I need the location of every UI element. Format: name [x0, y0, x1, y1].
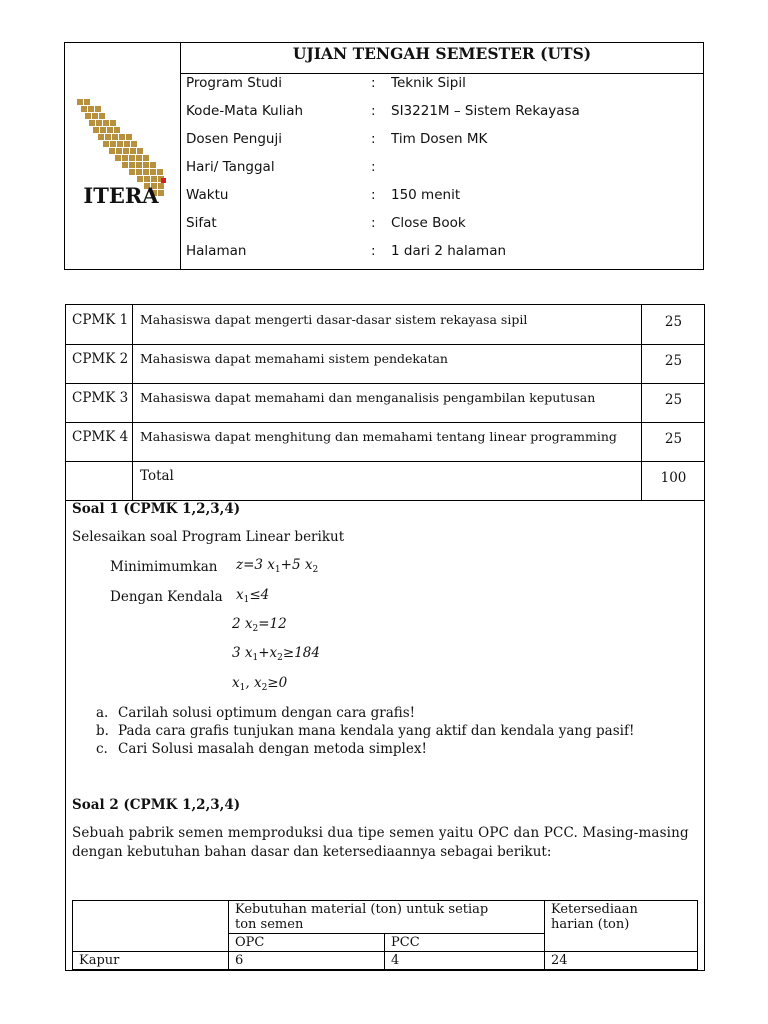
constraint-label: Dengan Kendala [110, 589, 223, 605]
cell-pcc: 4 [385, 952, 545, 970]
constraint-2: 2 $x_2=12$ [232, 616, 287, 634]
field-separator: : [371, 243, 376, 259]
main-content-box [65, 304, 705, 971]
cpmk-score: 100 [641, 461, 705, 500]
field-label: Program Studi [186, 75, 282, 91]
header-field-row [186, 215, 686, 239]
field-value: 1 dari 2 halaman [391, 243, 507, 259]
logo-text: ITERA [83, 183, 159, 208]
constraint-4: $x_1$, $x_2\ge 0$ [232, 675, 288, 693]
header-pcc: PCC [385, 934, 545, 952]
cpmk-code: CPMK 1 [66, 305, 133, 344]
field-label: Kode-Mata Kuliah [186, 103, 304, 119]
cpmk-row [66, 461, 704, 501]
cpmk-code: CPMK 3 [66, 383, 133, 422]
header-availability [545, 901, 698, 952]
field-separator: : [371, 187, 376, 203]
soal1-item-text: Cari Solusi masalah dengan metoda simplex! [118, 741, 427, 757]
cpmk-desc: Mahasiswa dapat mengerti dasar-dasar sistem rekayasa sipil [140, 312, 528, 327]
header-field-row [186, 131, 686, 155]
soal2-title: Soal 2 (CPMK 1,2,3,4) [72, 797, 241, 813]
cell-avail: 24 [545, 952, 698, 970]
cpmk-row [66, 344, 704, 384]
cpmk-score: 25 [641, 305, 705, 344]
itera-logo-icon [65, 43, 180, 269]
header-avail-line2: harian (ton) [551, 917, 630, 932]
table-row [73, 952, 698, 970]
field-separator: : [371, 159, 376, 175]
soal2-text-line1: Sebuah pabrik semen memproduksi dua tipe semen yaitu OPC dan PCC. Masing-masing [72, 825, 689, 841]
cell-opc: 6 [229, 952, 385, 970]
field-separator: : [371, 103, 376, 119]
field-separator: : [371, 215, 376, 231]
field-separator: : [371, 75, 376, 91]
soal1-item-text: Pada cara grafis tunjukan mana kendala yang aktif dan kendala yang pasif! [118, 723, 635, 739]
constraint-1: $x_1\le 4$ [236, 587, 270, 605]
header-avail-line1: Ketersediaan [551, 902, 638, 917]
field-label: Waktu [186, 187, 229, 203]
header-need [229, 901, 545, 934]
cpmk-code [66, 461, 133, 500]
header-field-row [186, 187, 686, 211]
logo-cell [65, 43, 181, 269]
header-field-row [186, 159, 686, 183]
objective-equation: z=3 $x_1+5$ $x_2$ [236, 557, 319, 575]
field-label: Dosen Penguji [186, 131, 282, 147]
header-need-line1: Kebutuhan material (ton) untuk setiap [235, 902, 489, 917]
objective-label: Minimimumkan [110, 559, 218, 575]
cpmk-code: CPMK 4 [66, 422, 133, 461]
field-value: Tim Dosen MK [391, 131, 488, 147]
cpmk-desc: Total [140, 468, 174, 484]
soal1-item-letter: a. [96, 705, 109, 721]
cpmk-score: 25 [641, 422, 705, 461]
cpmk-score: 25 [641, 344, 705, 383]
exam-title: UJIAN TENGAH SEMESTER (UTS) [181, 43, 703, 74]
soal1-item-text: Carilah solusi optimum dengan cara grafis! [118, 705, 416, 721]
soal1-item-letter: c. [96, 741, 108, 757]
cpmk-code: CPMK 2 [66, 344, 133, 383]
header-field-row [186, 243, 686, 267]
field-value: 150 menit [391, 187, 461, 203]
soal1-title: Soal 1 (CPMK 1,2,3,4) [72, 501, 241, 517]
cpmk-desc: Mahasiswa dapat menghitung dan memahami tentang linear programming [140, 429, 617, 444]
cpmk-desc: Mahasiswa dapat memahami sistem pendekatan [140, 351, 448, 366]
field-label: Halaman [186, 243, 247, 259]
cell-material: Kapur [73, 952, 229, 970]
soal2-text-line2: dengan kebutuhan bahan dasar dan ketersediaannya sebagai berikut: [72, 844, 552, 860]
field-value: Close Book [391, 215, 466, 231]
soal1-item-letter: b. [96, 723, 109, 739]
field-separator: : [371, 131, 376, 147]
header-need-line2: ton semen [235, 917, 304, 932]
header-field-row [186, 103, 686, 127]
cpmk-score: 25 [641, 383, 705, 422]
table-corner-cell [73, 901, 229, 952]
cpmk-row [66, 305, 704, 345]
header-opc: OPC [229, 934, 385, 952]
cpmk-row [66, 422, 704, 462]
field-value: SI3221M – Sistem Rekayasa [391, 103, 580, 119]
material-table [72, 900, 698, 970]
cpmk-row [66, 383, 704, 423]
header-field-row [186, 75, 686, 99]
field-value: Teknik Sipil [391, 75, 466, 91]
soal1-intro: Selesaikan soal Program Linear berikut [72, 529, 345, 545]
cpmk-desc: Mahasiswa dapat memahami dan menganalisis pengambilan keputusan [140, 390, 596, 405]
field-label: Sifat [186, 215, 217, 231]
exam-header [64, 42, 704, 270]
constraint-3: 3 $x_1+x_2\ge 184$ [232, 645, 320, 663]
field-label: Hari/ Tanggal [186, 159, 275, 175]
